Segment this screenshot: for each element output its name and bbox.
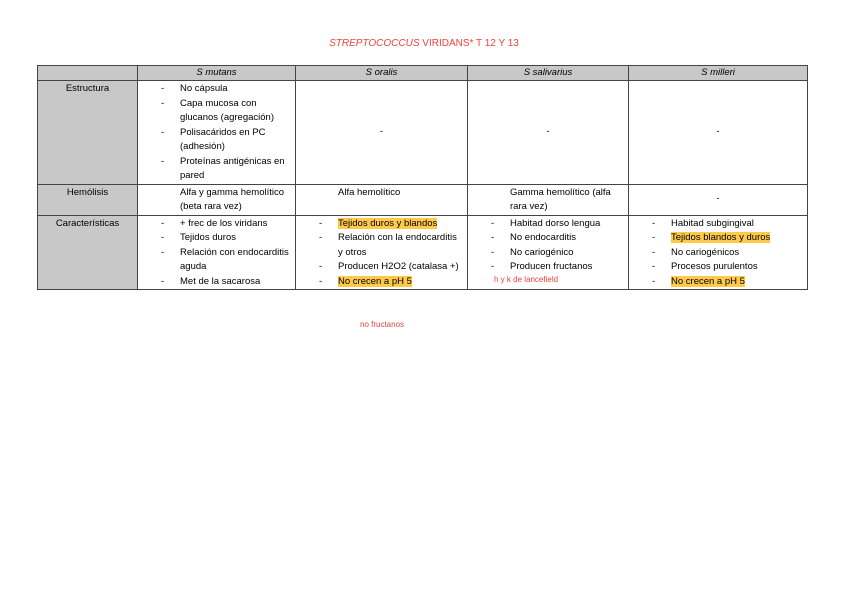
table-header-row <box>38 66 808 81</box>
cell-estructura-mutans <box>138 81 296 185</box>
handwritten-note-no-fructanos: no fructanos <box>360 320 405 329</box>
title-genus: STREPTOCOCCUS <box>329 38 420 49</box>
highlighted-text: No crecen a pH 5 <box>338 275 412 287</box>
list-item: - Relación con endocarditis aguda <box>144 246 291 275</box>
cell-estructura-oralis: - <box>296 81 468 185</box>
header-s-oralis: S oralis <box>296 66 468 81</box>
hemolisis-mutans-text: Alfa y gamma hemolítico (beta rara vez) <box>180 186 285 212</box>
list-item: - Procesos purulentos <box>635 260 803 275</box>
list-item: - Capa mucosa con glucanos (agregación) <box>144 97 291 126</box>
row-label-hemolisis: Hemólisis <box>38 184 138 215</box>
hemolisis-salivarius-text: Gamma hemolítico (alfa rara vez) <box>510 186 611 212</box>
header-corner <box>38 66 138 81</box>
highlighted-text: No crecen a pH 5 <box>671 275 745 287</box>
list-item <box>635 231 803 246</box>
list-item: - No endocarditis <box>474 231 624 246</box>
cell-hemolisis-milleri: - <box>629 184 808 215</box>
cell-hemolisis-oralis <box>296 184 468 215</box>
row-label-estructura: Estructura <box>38 81 138 185</box>
comparison-table <box>37 65 808 290</box>
list-item: - Habitad dorso lengua <box>474 217 624 232</box>
list-item: - No cariogénico <box>474 246 624 261</box>
row-hemolisis <box>38 184 808 215</box>
header-s-salivarius: S salivarius <box>468 66 629 81</box>
cell-caracteristicas-salivarius <box>468 215 629 290</box>
list-item <box>302 275 463 290</box>
list-item: - Polisacáridos en PC (adhesión) <box>144 126 291 155</box>
cell-estructura-salivarius: - <box>468 81 629 185</box>
list-item <box>635 275 803 290</box>
cell-caracteristicas-oralis <box>296 215 468 290</box>
list-item: - No cápsula <box>144 82 291 97</box>
row-label-caracteristicas: Características <box>38 215 138 290</box>
header-s-mutans: S mutans <box>138 66 296 81</box>
list-item: - Habitad subgingival <box>635 217 803 232</box>
cell-hemolisis-salivarius <box>468 184 629 215</box>
document-title <box>0 38 848 49</box>
cell-caracteristicas-milleri <box>629 215 808 290</box>
row-estructura <box>38 81 808 185</box>
cell-hemolisis-mutans <box>138 184 296 215</box>
row-caracteristicas <box>38 215 808 290</box>
list-item: - + frec de los viridans <box>144 217 291 232</box>
cell-estructura-milleri: - <box>629 81 808 185</box>
list-item: - Relación con la endocarditis y otros <box>302 231 463 260</box>
list-item <box>302 217 463 232</box>
list-item: - Met de la sacarosa <box>144 275 291 290</box>
highlighted-text: Tejidos duros y blandos <box>338 217 438 229</box>
title-rest: VIRIDANS* T 12 Y 13 <box>419 38 519 49</box>
list-item: - Tejidos duros <box>144 231 291 246</box>
list-item: - Producen H2O2 (catalasa +) <box>302 260 463 275</box>
header-s-milleri: S milleri <box>629 66 808 81</box>
list-item: - Producen fructanos <box>474 260 624 275</box>
hemolisis-oralis-text: Alfa hemolítico <box>338 186 401 198</box>
list-item: - Proteínas antigénicas en pared <box>144 155 291 184</box>
highlighted-text: Tejidos blandos y duros <box>671 232 771 243</box>
handwritten-note-lancefield: h y k de lancefield <box>494 274 559 284</box>
list-item: - No cariogénicos <box>635 246 803 261</box>
cell-caracteristicas-mutans <box>138 215 296 290</box>
